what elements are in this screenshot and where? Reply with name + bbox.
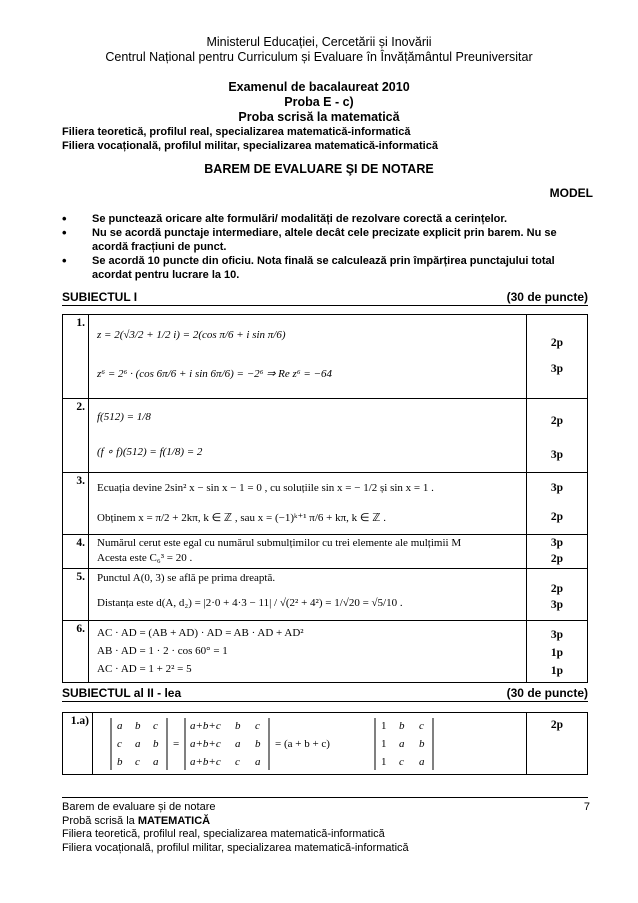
subiect-2-points: (30 de puncte)	[506, 686, 588, 700]
rule-item: • Nu se acordă punctaje intermediare, altele decât cele precizate explicit prin barem. Nu se acordă fracțiuni de punct.	[62, 226, 590, 254]
table-row	[63, 569, 588, 621]
item-1a-score	[527, 713, 588, 775]
det-cell: c	[153, 720, 158, 732]
item-number: 3.	[63, 473, 89, 535]
item-number: 4.	[63, 535, 89, 569]
filiera-teoretica: Filiera teoretică, profilul real, specializarea matematică-informatică	[62, 126, 411, 138]
subiect-1-heading	[62, 290, 588, 306]
table-row	[63, 315, 588, 399]
grading-rules	[62, 212, 590, 282]
footer-line: Filiera vocațională, profilul militar, specializarea matematică-informatică	[62, 841, 409, 854]
score-value: 3p	[550, 629, 564, 641]
item-2-solution	[89, 399, 527, 473]
determinant-equation	[97, 714, 497, 774]
solution-line: z⁶ = 2⁶ · (cos 6π/6 + i sin 6π/6) = −2⁶ ⇒ Re z⁶ = −64	[97, 368, 332, 380]
footer	[62, 801, 409, 855]
item-5-score	[527, 569, 588, 621]
item-1-score	[527, 315, 588, 399]
solution-line: Punctul A(0, 3) se află pe prima dreaptă.	[97, 572, 276, 584]
proba-scrisa-title: Proba scrisă la matematică	[238, 110, 400, 124]
det-cell: c	[135, 756, 140, 768]
det-cell: a	[419, 756, 425, 768]
det-cell: a	[135, 738, 141, 750]
solution-line: Acesta este C₆³ = 20 .	[97, 552, 193, 564]
footer-subject-prefix: Probă scrisă la	[62, 814, 135, 827]
det-cell: a+b+c	[190, 738, 221, 750]
rule-item: • Se punctează oricare alte formulări/ modalități de rezolvare corectă a cerințelor.	[62, 212, 590, 226]
score-value: 1p	[550, 665, 564, 677]
score-value: 2p	[550, 511, 564, 523]
item-1-solution	[89, 315, 527, 399]
solution-line: Ecuația devine 2sin² x − sin x − 1 = 0 , cu soluțiile sin x = − 1/2 și sin x = 1 .	[97, 482, 434, 494]
solution-line: z = 2(√3/2 + 1/2 i) = 2(cos π/6 + i sin π/6)	[97, 329, 286, 341]
det-cell: a	[399, 738, 405, 750]
det-cell: b	[255, 738, 261, 750]
table-row	[63, 621, 588, 683]
det-cell: b	[419, 738, 425, 750]
item-2-score	[527, 399, 588, 473]
score-value: 3p	[550, 449, 564, 461]
proba-title: Proba E - c)	[284, 95, 354, 109]
barem-title: BAREM DE EVALUARE ŞI DE NOTARE	[204, 162, 434, 176]
subiect-1-table	[62, 314, 588, 683]
rule-item: • Se acordă 10 puncte din oficiu. Nota finală se calculează prin împărțirea punctajului total acordat pentru lucrare la 10.	[62, 254, 590, 282]
factor-text: = (a + b + c)	[275, 738, 330, 750]
item-5-solution	[89, 569, 527, 621]
det-cell: a+b+c	[190, 756, 221, 768]
det-cell: 1	[381, 720, 387, 732]
table-row	[63, 473, 588, 535]
ministry-header: Ministerul Educației, Cercetării și Inovării	[206, 35, 432, 49]
solution-line: Obținem x = π/2 + 2kπ, k ∈ ℤ , sau x = (−1)ᵏ⁺¹ π/6 + kπ, k ∈ ℤ .	[97, 512, 386, 524]
exam-title: Examenul de bacalaureat 2010	[228, 80, 410, 94]
item-number: 5.	[63, 569, 89, 621]
item-6-score	[527, 621, 588, 683]
det-cell: b	[399, 720, 405, 732]
filiera-vocationala: Filiera vocațională, profilul militar, specializarea matematică-informatică	[62, 140, 438, 152]
det-cell: a	[153, 756, 159, 768]
solution-line: f(512) = 1/8	[97, 411, 151, 423]
item-number: 2.	[63, 399, 89, 473]
subiect-2-table	[62, 712, 588, 775]
det-cell: 1	[381, 738, 387, 750]
score-value: 2p	[550, 583, 564, 595]
solution-line: AC · AD = 1 + 2² = 5	[97, 663, 192, 675]
equals-sign: =	[173, 738, 180, 750]
item-4-score	[527, 535, 588, 569]
score-value: 2p	[550, 553, 564, 565]
solution-line: (f ∘ f)(512) = f(1/8) = 2	[97, 446, 203, 458]
center-header: Centrul Național pentru Curriculum și Evaluare în Învățământul Preuniversitar	[105, 50, 533, 64]
table-row	[63, 713, 588, 775]
footer-divider	[62, 797, 588, 798]
item-6-solution	[89, 621, 527, 683]
item-3-score	[527, 473, 588, 535]
table-row	[63, 535, 588, 569]
solution-line: Distanța este d(A, d₂) = |2·0 + 4·3 − 11| / √(2² + 4²) = 1/√20 = √5/10 .	[97, 597, 403, 609]
det-cell: c	[255, 720, 260, 732]
item-4-solution	[89, 535, 527, 569]
det-cell: b	[153, 738, 159, 750]
item-number: 6.	[63, 621, 89, 683]
subiect-2-title: SUBIECTUL al II - lea	[62, 686, 182, 700]
det-cell: c	[419, 720, 424, 732]
solution-line: AB · AD = 1 · 2 · cos 60° = 1	[97, 645, 228, 657]
subiect-1-title: SUBIECTUL I	[62, 290, 138, 304]
det-cell: a	[117, 720, 123, 732]
score-value: 2p	[550, 415, 564, 427]
model-label: MODEL	[549, 186, 593, 200]
page-number: 7	[583, 801, 590, 813]
solution-line: AC · AD = (AB + AD) · AD = AB · AD + AD²	[97, 627, 304, 639]
det-cell: b	[135, 720, 141, 732]
item-3-solution	[89, 473, 527, 535]
det-cell: 1	[381, 756, 387, 768]
det-cell: c	[117, 738, 122, 750]
score-value: 3p	[550, 482, 564, 494]
footer-subject-name: MATEMATICĂ	[137, 814, 211, 827]
footer-line: Barem de evaluare și de notare	[62, 801, 216, 813]
det-cell: a+b+c	[190, 720, 221, 732]
subiect-2-heading	[62, 686, 588, 702]
item-number: 1.a)	[63, 713, 93, 775]
footer-line: Filiera teoretică, profilul real, specializarea matematică-informatică	[62, 828, 385, 840]
det-cell: a	[255, 756, 261, 768]
det-cell: b	[117, 756, 123, 768]
det-cell: a	[235, 738, 241, 750]
det-cell: c	[235, 756, 240, 768]
item-number: 1.	[63, 315, 89, 399]
score-value: 3p	[550, 537, 564, 549]
score-value: 3p	[550, 363, 564, 375]
score-value: 2p	[550, 719, 564, 731]
table-row	[63, 399, 588, 473]
det-cell: b	[235, 720, 241, 732]
score-value: 1p	[550, 647, 564, 659]
footer-subject	[62, 815, 409, 829]
subiect-1-points: (30 de puncte)	[506, 290, 588, 304]
item-1a-solution	[93, 713, 527, 775]
det-cell: c	[399, 756, 404, 768]
solution-line: Numărul cerut este egal cu numărul submulțimilor cu trei elemente ale mulțimii M	[97, 537, 462, 549]
score-value: 2p	[550, 337, 564, 349]
score-value: 3p	[550, 599, 564, 611]
